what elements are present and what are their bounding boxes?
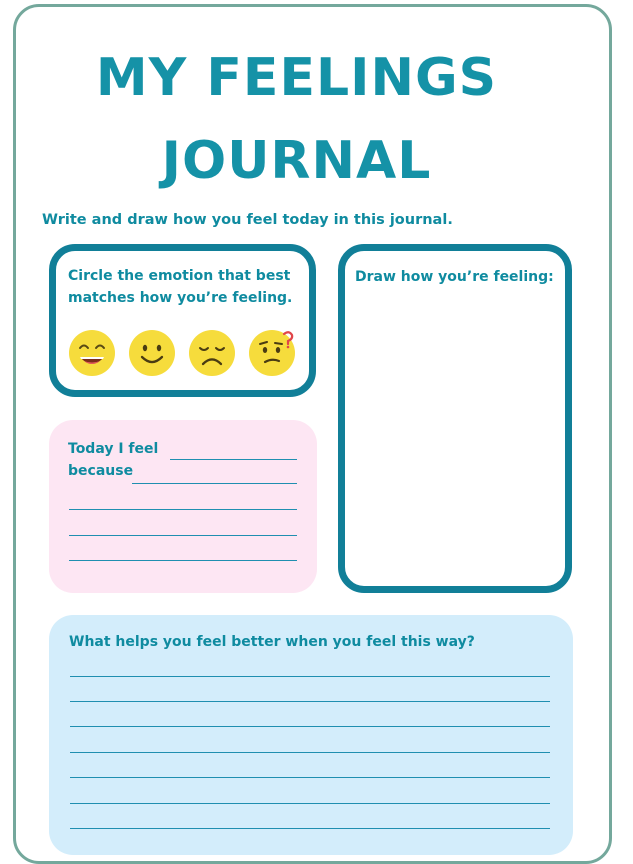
instructions-text: Write and draw how you feel today in this journal. [42, 212, 453, 228]
writing-line[interactable] [70, 726, 550, 727]
writing-line[interactable] [70, 828, 550, 829]
page-title-line-2: JOURNAL [161, 131, 432, 191]
drawing-area-label: Draw how you’re feeling: [355, 269, 554, 285]
writing-line[interactable] [70, 752, 550, 753]
emotion-choice-box [49, 244, 316, 397]
page-title-line-1: MY FEELINGS [95, 48, 498, 108]
because-label: because [68, 463, 134, 479]
emotion-faces-row [68, 329, 296, 377]
writing-line[interactable] [70, 701, 550, 702]
feel-better-box [49, 615, 573, 855]
feel-better-question: What helps you feel better when you feel this way? [69, 634, 475, 650]
confused-face-icon[interactable] [248, 329, 296, 377]
drawing-area-box[interactable] [338, 244, 572, 593]
writing-line[interactable] [69, 560, 297, 561]
grinning-face-icon[interactable] [68, 329, 116, 377]
writing-line[interactable] [69, 509, 297, 510]
today-i-feel-label: Today I feel [68, 441, 159, 457]
smiling-face-icon[interactable] [128, 329, 176, 377]
emotion-choice-label: Circle the emotion that best matches how you’re feeling. [68, 268, 293, 306]
feeling-answer-line[interactable] [170, 459, 297, 460]
writing-line[interactable] [70, 676, 550, 677]
today-i-feel-box [49, 420, 317, 593]
sad-face-icon[interactable] [188, 329, 236, 377]
writing-line[interactable] [70, 803, 550, 804]
because-answer-line[interactable] [132, 483, 297, 484]
writing-line[interactable] [69, 535, 297, 536]
writing-line[interactable] [70, 777, 550, 778]
